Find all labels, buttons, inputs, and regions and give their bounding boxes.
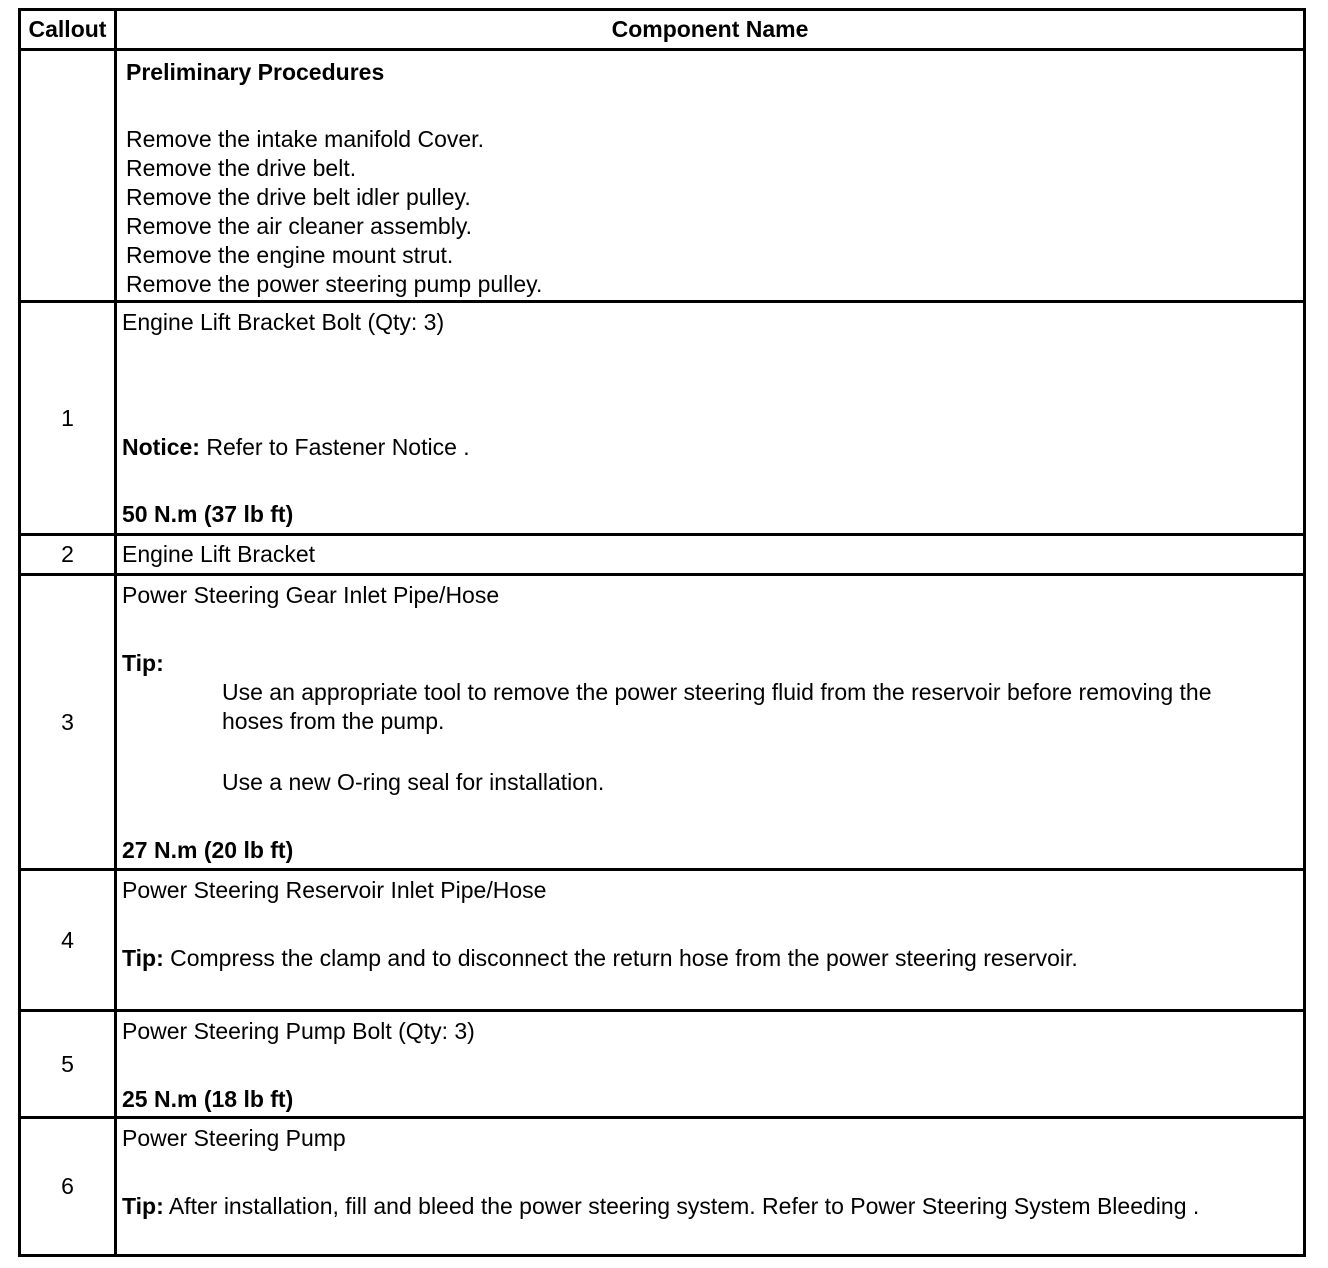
tip-text: After installation, fill and bleed the power steering system. Refer to Power Steering System Bleeding . [163,1193,1200,1219]
table-header-row [21,11,1303,51]
component-cell [117,536,1303,573]
notice-line [122,433,470,462]
torque-spec: 25 N.m (18 lb ft) [122,1086,294,1112]
tip-label: Tip: [122,1193,164,1219]
preliminary-step: Remove the intake manifold Cover. [126,126,484,152]
callout-number: 3 [21,576,117,868]
callout-number: 5 [21,1012,117,1116]
callout-number: 6 [21,1119,117,1254]
components-table [18,8,1306,1257]
notice-label: Notice: [122,434,200,460]
preliminary-step: Remove the air cleaner assembly. [126,213,472,239]
component-name-column-header: Component Name [611,16,809,42]
preliminary-step: Remove the drive belt. [126,155,357,181]
callout-number: 2 [21,536,117,573]
preliminary-step: Remove the power steering pump pulley. [126,271,543,297]
tip-text: Use an appropriate tool to remove the power steering fluid from the reservoir before removing the [222,679,1212,705]
tip-text: Compress the clamp and to disconnect the return hose from the power steering reservoir. [163,945,1078,971]
table-row [21,1012,1303,1119]
table-row [21,1119,1303,1254]
tip-text: hoses from the pump. [222,708,445,734]
table-row [21,871,1303,1012]
tip-line [122,1192,1199,1221]
component-name: Engine Lift Bracket Bolt (Qty: 3) [122,309,445,335]
preliminary-procedures-cell [117,51,1303,300]
tip-label: Tip: [122,945,164,971]
preliminary-step: Remove the drive belt idler pulley. [126,184,471,210]
component-name: Power Steering Pump Bolt (Qty: 3) [122,1018,475,1044]
component-cell [117,1012,1303,1116]
tip-label: Tip: [122,650,164,676]
callout-cell-empty [21,51,117,300]
tip-line [122,944,1078,973]
callout-number: 4 [21,871,117,1009]
component-name: Power Steering Pump [122,1125,346,1151]
component-cell [117,871,1303,1009]
callout-column-header: Callout [21,11,117,48]
preliminary-procedures-row [21,51,1303,303]
component-cell [117,303,1303,533]
callout-number: 1 [21,303,117,533]
component-name: Power Steering Reservoir Inlet Pipe/Hose [122,877,547,903]
table-row [21,536,1303,576]
preliminary-step: Remove the engine mount strut. [126,242,454,268]
preliminary-procedures-title: Preliminary Procedures [126,59,385,85]
tip-text: Use a new O-ring seal for installation. [222,769,605,795]
component-cell [117,1119,1303,1254]
component-name: Engine Lift Bracket [122,541,316,567]
torque-spec: 27 N.m (20 lb ft) [122,837,294,863]
table-row [21,303,1303,536]
component-cell [117,576,1303,868]
component-name: Power Steering Gear Inlet Pipe/Hose [122,582,500,608]
torque-spec: 50 N.m (37 lb ft) [122,501,294,527]
table-row [21,576,1303,871]
notice-text: Refer to Fastener Notice . [199,434,470,460]
